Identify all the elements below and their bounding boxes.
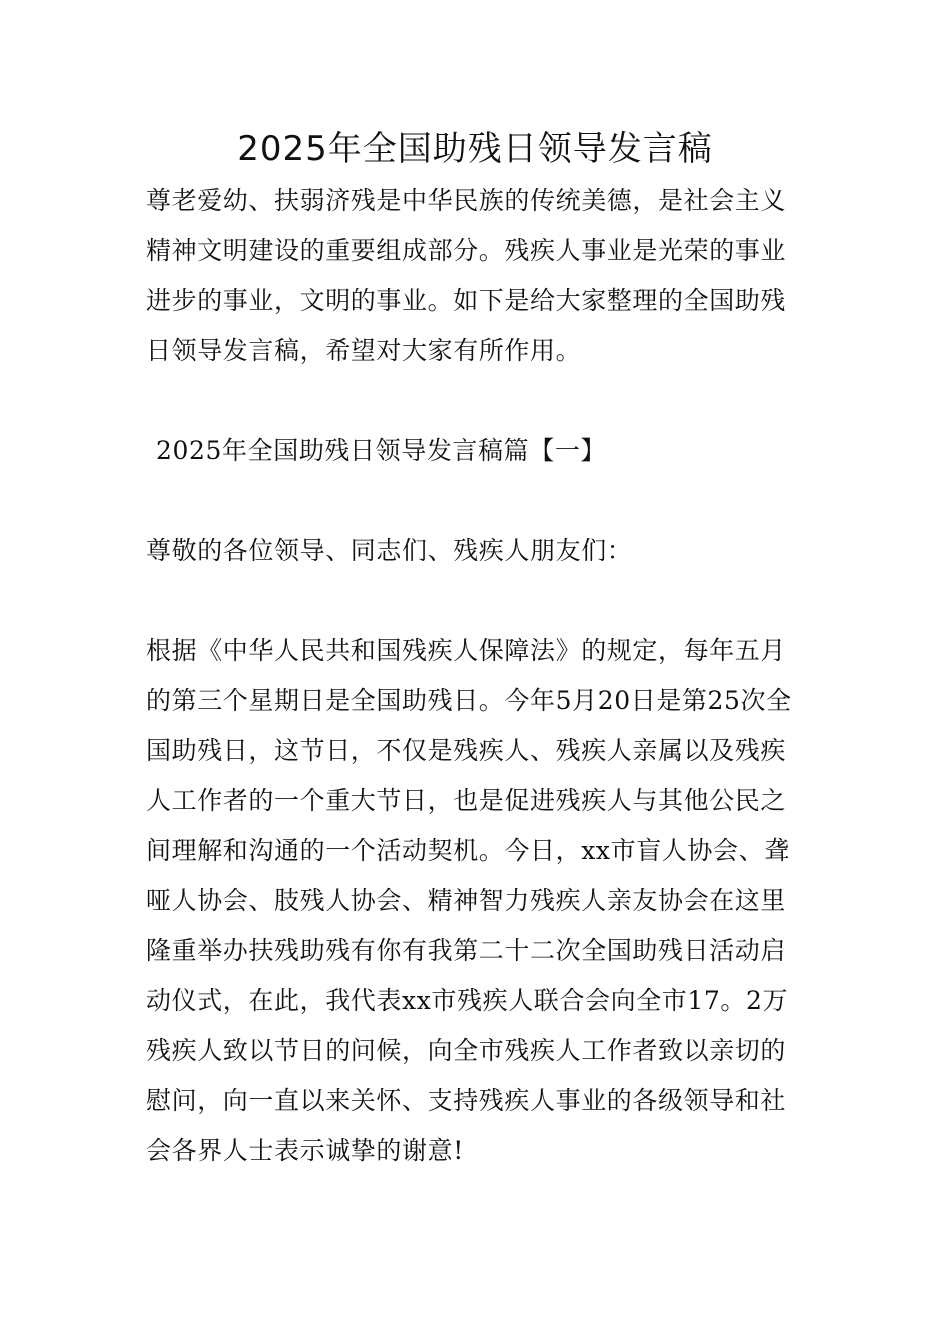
body-line: 根据《中华人民共和国残疾人保障法》的规定，每年五月: [146, 636, 787, 665]
intro-line: 精神文明建设的重要组成部分。残疾人事业是光荣的事业: [146, 236, 787, 265]
body-line: 的第三个星期日是全国助残日。今年5月20日是第25次全: [146, 686, 792, 715]
body-line: 哑人协会、肢残人协会、精神智力残疾人亲友协会在这里: [146, 886, 787, 915]
body-paragraph: [146, 626, 810, 1176]
intro-line: 进步的事业，文明的事业。如下是给大家整理的全国助残: [146, 286, 787, 315]
section-heading-text: 2025年全国助残日领导发言稿篇【一】: [156, 436, 607, 465]
greeting-text: 尊敬的各位领导、同志们、残疾人朋友们：: [146, 536, 633, 565]
intro-line: 日领导发言稿，希望对大家有所作用。: [146, 336, 582, 365]
body-line: 隆重举办扶残助残有你有我第二十二次全国助残日活动启: [146, 936, 787, 965]
body-line: 人工作者的一个重大节日，也是促进残疾人与其他公民之: [146, 786, 787, 815]
body-line: 动仪式，在此，我代表xx市残疾人联合会向全市17。2万: [146, 986, 789, 1015]
body-line: 慰问，向一直以来关怀、支持残疾人事业的各级领导和社: [146, 1086, 787, 1115]
body-line: 间理解和沟通的一个活动契机。今日，xx市盲人协会、聋: [146, 836, 790, 865]
section-heading: [156, 426, 820, 476]
greeting-paragraph: [146, 526, 810, 576]
intro-paragraph: [146, 176, 810, 376]
document-title: 2025年全国助残日领导发言稿: [237, 129, 713, 169]
intro-line: 尊老爱幼、扶弱济残是中华民族的传统美德，是社会主义: [146, 186, 787, 215]
body-line: 残疾人致以节日的问候，向全市残疾人工作者致以亲切的: [146, 1036, 787, 1065]
body-line: 国助残日，这节日，不仅是残疾人、残疾人亲属以及残疾: [146, 736, 787, 765]
body-line: 会各界人士表示诚挚的谢意!: [146, 1136, 464, 1165]
